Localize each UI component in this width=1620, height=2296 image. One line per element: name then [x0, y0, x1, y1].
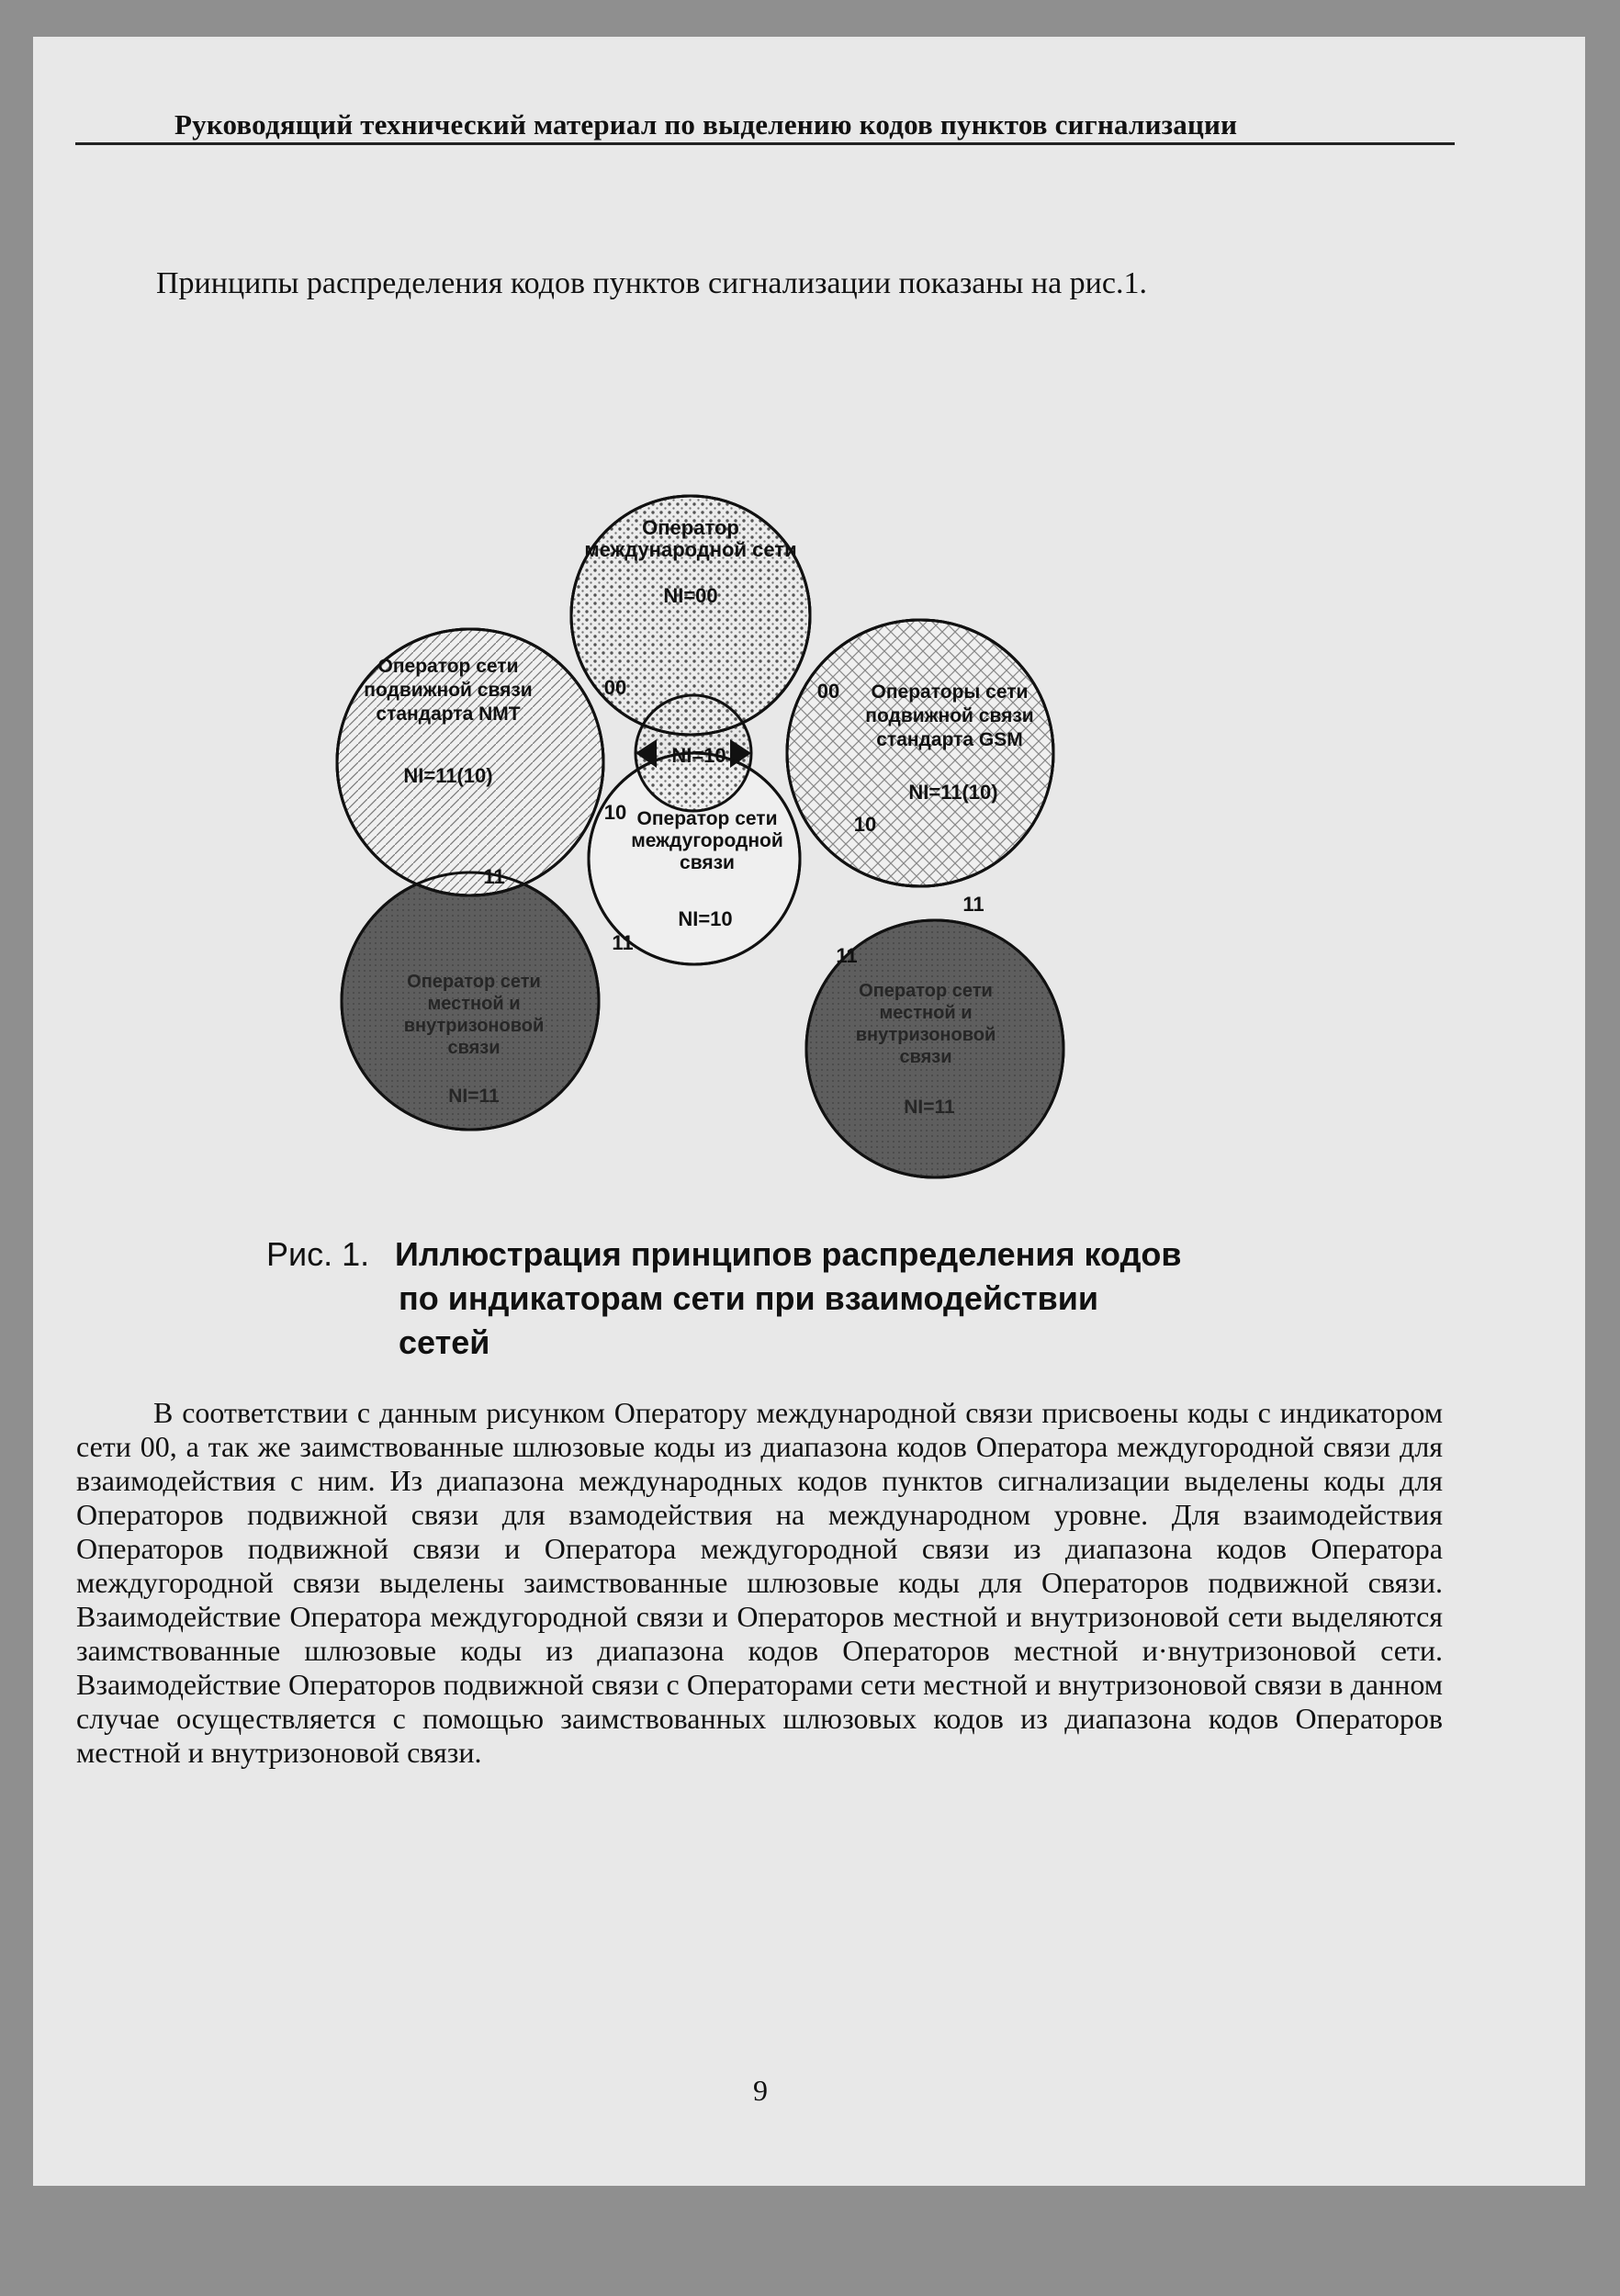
body-paragraph: В соответствии с данным рисунком Оператору международной связи присвоены коды с индикатором сети 00, а так же заимствованные шлюзовые коды из диапазона кодов Оператора междугородной связи для взаимодействия с ним. Из диапазона международных кодов пунктов сигнализации выделены коды для Операторов подвижной связи для взамодействия на международном уровне. Для взаимодействия Операторов подвижной связи и Оператора междугородной связи из диапазона кодов Оператора междугородной связи выделены заимствованные шлюзовые коды для Операторов подвижной связи. Взаимодействие Оператора междугородной связи и Операторов местной и внутризоновой сети выделяются заимствованные шлюзовые коды из диапазона кодов Операторов местной и·внутризоновой сети. Взаимодействие Операторов подвижной связи с Операторами сети местной и внутризоновой связи в данном случае осуществляется с помощью заимствованных шлюзовых кодов из диапазона кодов Операторов местной и внутризоновой связи.: [76, 1396, 1443, 1769]
nmt-label-3: стандарта NMT: [376, 703, 521, 725]
caption-line-3: сетей: [399, 1323, 490, 1361]
intro-sentence: Принципы распределения кодов пунктов сигнализации показаны на рис.1.: [156, 266, 1147, 300]
nmt-label-1: Оператор сети: [377, 656, 519, 677]
nmt-ni: NI=11(10): [403, 764, 493, 787]
long-distance-label-1: Оператор сети: [636, 808, 778, 829]
header-rule: [75, 142, 1455, 145]
body-text: [76, 1396, 1443, 1770]
local-right-label-3: внутризоновой: [855, 1025, 996, 1045]
overlap-nmt-international: 00: [603, 676, 627, 699]
caption-line-1: Иллюстрация принципов распределения кодов: [395, 1235, 1182, 1273]
running-title: Руководящий технический материал по выделению кодов пунктов сигнализации: [174, 108, 1238, 141]
overlap-gsm-local: 11: [962, 893, 984, 916]
overlap-long-distance-local-left: 11: [612, 931, 634, 954]
international-label-1: Оператор: [642, 516, 739, 539]
international-label-2: международной сети: [584, 538, 797, 561]
long-distance-ni: NI=10: [678, 907, 733, 930]
overlap-gsm-long-distance: 10: [853, 813, 877, 836]
figure-number: Рис. 1.: [266, 1235, 370, 1273]
overlap-nmt-long-distance: 10: [603, 801, 627, 824]
figure-caption: [266, 1232, 1350, 1365]
caption-line-2: по индикаторам сети при взаимодействии: [399, 1279, 1099, 1317]
gsm-ni: NI=11(10): [908, 781, 998, 804]
gsm-label-3: стандарта GSM: [876, 729, 1023, 750]
nmt-label-2: подвижной связи: [364, 680, 533, 701]
gsm-label-1: Операторы сети: [871, 681, 1029, 703]
overlap-long-distance-local-right: 11: [836, 944, 858, 967]
international-ni: NI=00: [663, 584, 718, 607]
local-right-label-2: местной и: [879, 1003, 973, 1023]
page-number: 9: [753, 2074, 768, 2107]
local-left-ni: NI=11: [448, 1086, 500, 1107]
local-right-ni: NI=11: [904, 1097, 955, 1118]
local-left-label-3: внутризоновой: [403, 1016, 545, 1036]
overlap-gsm-international: 00: [816, 680, 840, 703]
local-right-label-4: связи: [899, 1047, 952, 1067]
long-distance-label-2: междугородной: [631, 830, 783, 851]
local-left-label-1: Оператор сети: [407, 972, 541, 992]
local-right-label-1: Оператор сети: [859, 981, 993, 1001]
local-left-label-2: местной и: [427, 994, 521, 1014]
network-indicator-venn-diagram: [312, 478, 1212, 1212]
long-distance-label-3: связи: [680, 852, 735, 873]
gateway-inner-ni: NI=10: [671, 744, 726, 767]
overlap-nmt-local: 11: [483, 865, 505, 888]
gsm-label-2: подвижной связи: [865, 705, 1034, 726]
local-left-label-4: связи: [447, 1038, 501, 1058]
